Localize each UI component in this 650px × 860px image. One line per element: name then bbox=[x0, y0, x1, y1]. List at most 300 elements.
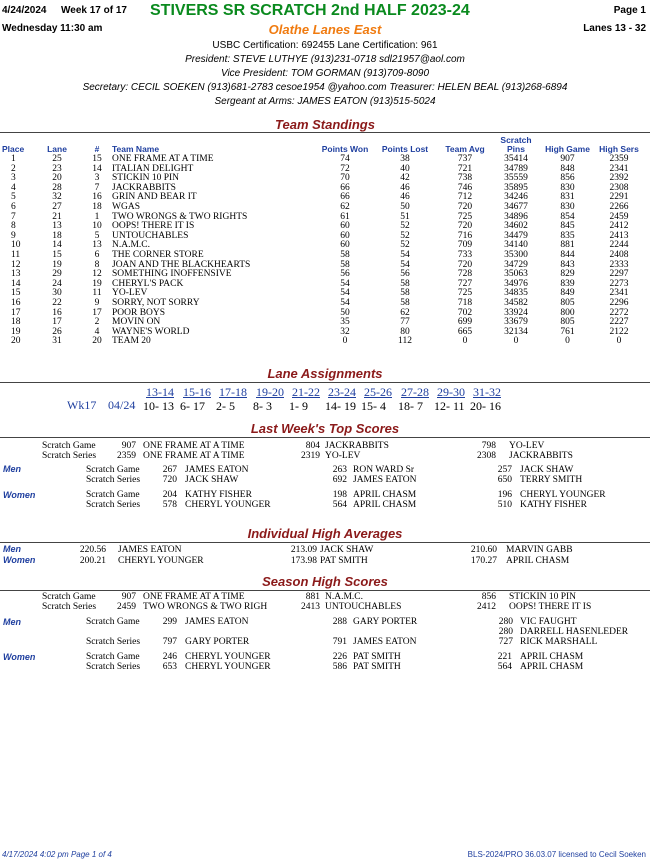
col-high-game: High Game bbox=[545, 144, 590, 154]
bowler-name: JACK SHAW bbox=[320, 545, 374, 555]
lane-pair-link[interactable]: 15-16 bbox=[183, 385, 211, 399]
score-label: Scratch Game bbox=[86, 490, 140, 500]
table-cell: 848 bbox=[560, 163, 575, 174]
table-cell: 829 bbox=[560, 269, 575, 280]
table-cell: 0 bbox=[616, 336, 622, 347]
table-cell: 9 bbox=[11, 230, 16, 241]
table-cell: 19 bbox=[52, 259, 62, 270]
table-cell: 22 bbox=[52, 297, 62, 308]
table-cell: 62 bbox=[400, 307, 410, 318]
table-cell: 2341 bbox=[609, 288, 629, 299]
table-cell: 54 bbox=[340, 288, 350, 299]
table-cell: 34896 bbox=[504, 211, 528, 222]
lane-pair-link[interactable]: 17-18 bbox=[219, 385, 247, 399]
table-cell: 50 bbox=[400, 201, 410, 212]
table-cell: 6 bbox=[11, 201, 16, 212]
secretary-treasurer-line: Secretary: CECIL SOEKEN (913)681-2783 cesoe1954 @yahoo.com Treasurer: HELEN BEAL (913)268-6894 bbox=[82, 82, 568, 93]
table-cell: 7 bbox=[11, 211, 16, 222]
table-cell: 725 bbox=[457, 288, 473, 299]
table-cell: 56 bbox=[340, 269, 350, 280]
table-cell: 35300 bbox=[504, 249, 528, 260]
lane-pair-link[interactable]: 31-32 bbox=[473, 385, 501, 399]
table-cell: 10 bbox=[11, 240, 21, 251]
lanes-range: Lanes 13 - 32 bbox=[583, 23, 646, 34]
lane-pair-link[interactable]: 21-22 bbox=[292, 385, 320, 399]
table-cell: YO-LEV bbox=[112, 288, 148, 299]
table-cell: 34479 bbox=[504, 230, 528, 241]
table-cell: 46 bbox=[400, 182, 410, 193]
score-value: 280 bbox=[498, 627, 513, 637]
score-value: 798 bbox=[481, 441, 496, 451]
table-cell: 843 bbox=[560, 259, 575, 270]
table-cell: 14 bbox=[92, 163, 102, 174]
table-cell: 32134 bbox=[504, 326, 528, 337]
divider bbox=[0, 542, 650, 543]
score-value: 586 bbox=[332, 662, 347, 672]
table-cell: 27 bbox=[52, 201, 62, 212]
bowler-name: CHERYL YOUNGER bbox=[185, 500, 271, 510]
table-cell: 60 bbox=[340, 230, 350, 241]
table-cell: 6 bbox=[94, 249, 100, 260]
col-team-avg: Team Avg bbox=[445, 144, 485, 154]
table-cell: OOPS! THERE IT IS bbox=[112, 221, 195, 232]
table-cell: 16 bbox=[92, 192, 102, 203]
table-cell: JOAN AND THE BLACKHEARTS bbox=[112, 259, 251, 270]
women-label: Women bbox=[3, 652, 36, 662]
table-cell: CHERYL'S PACK bbox=[112, 278, 184, 289]
table-cell: 58 bbox=[400, 297, 410, 308]
table-cell: 1 bbox=[11, 154, 16, 164]
table-cell: 830 bbox=[560, 182, 575, 193]
table-cell: 54 bbox=[400, 259, 410, 270]
table-cell: 66 bbox=[340, 182, 350, 193]
table-cell: STICKIN 10 PIN bbox=[112, 173, 180, 184]
table-cell: 761 bbox=[560, 326, 575, 337]
table-cell: 720 bbox=[457, 259, 473, 270]
table-cell: 61 bbox=[340, 211, 350, 222]
standings-header-row bbox=[2, 136, 644, 155]
score-value: 881 bbox=[305, 592, 320, 602]
table-row bbox=[2, 337, 644, 347]
table-cell: 3 bbox=[11, 173, 16, 184]
table-cell: 10 bbox=[92, 221, 102, 232]
table-cell: ITALIAN DELIGHT bbox=[112, 163, 194, 174]
week-date: 04/24 bbox=[108, 398, 136, 412]
page-number: Page 1 bbox=[613, 5, 646, 16]
table-cell: 17 bbox=[11, 307, 21, 318]
table-cell: 15 bbox=[11, 288, 21, 299]
table-cell: 23 bbox=[52, 163, 62, 174]
table-cell: 2244 bbox=[609, 240, 629, 251]
standings-table bbox=[2, 136, 644, 347]
table-cell: MOVIN ON bbox=[112, 317, 161, 328]
table-cell: 60 bbox=[340, 221, 350, 232]
table-cell: 907 bbox=[560, 154, 575, 164]
table-cell: 2413 bbox=[609, 230, 629, 241]
table-cell: 60 bbox=[340, 240, 350, 251]
score-value: 650 bbox=[497, 475, 512, 485]
lane-matchup: 10- 13 bbox=[143, 399, 174, 413]
table-cell: TEAM 20 bbox=[112, 336, 151, 347]
score-value: 2319 bbox=[301, 451, 320, 461]
bowler-name: GARY PORTER bbox=[185, 637, 250, 647]
bowler-name: OOPS! THERE IT IS bbox=[509, 602, 592, 612]
score-value: 2412 bbox=[477, 602, 496, 612]
col-high-series: High Sers bbox=[599, 144, 639, 154]
table-cell: 3 bbox=[94, 173, 100, 184]
table-cell: 21 bbox=[52, 211, 62, 222]
table-cell: 34835 bbox=[504, 288, 528, 299]
table-cell: 845 bbox=[560, 221, 575, 232]
bowler-name: MARVIN GABB bbox=[506, 545, 573, 555]
table-cell: 32 bbox=[340, 326, 350, 337]
table-cell: 54 bbox=[340, 278, 350, 289]
table-cell: 30 bbox=[52, 288, 62, 299]
col-team-name: Team Name bbox=[112, 144, 160, 154]
lane-pair-link[interactable]: 13-14 bbox=[146, 385, 174, 399]
table-cell: 2227 bbox=[609, 317, 629, 328]
table-cell: 2296 bbox=[609, 297, 629, 308]
table-cell: POOR BOYS bbox=[112, 307, 166, 318]
table-cell: 42 bbox=[400, 173, 410, 184]
table-cell: 2333 bbox=[609, 259, 629, 270]
week-indicator: Week 17 of 17 bbox=[61, 5, 127, 16]
score-value: 2359 bbox=[117, 451, 136, 461]
bowler-name: RICK MARSHALL bbox=[520, 637, 598, 647]
table-cell: 830 bbox=[560, 201, 575, 212]
score-value: 299 bbox=[162, 617, 177, 627]
table-cell: 2266 bbox=[609, 201, 629, 212]
bowler-name: PAT SMITH bbox=[353, 662, 401, 672]
table-cell: 40 bbox=[400, 163, 410, 174]
table-cell: 56 bbox=[400, 269, 410, 280]
table-cell: 34729 bbox=[504, 259, 528, 270]
table-cell: 11 bbox=[92, 288, 102, 299]
col-points-won: Points Won bbox=[321, 144, 369, 154]
lane-matchup: 2- 5 bbox=[216, 399, 235, 413]
bowler-name: JAMES EATON bbox=[185, 465, 249, 475]
col-number: # bbox=[94, 144, 100, 154]
lane-pair-link[interactable]: 29-30 bbox=[437, 385, 465, 399]
women-label: Women bbox=[3, 490, 36, 500]
table-cell: 2 bbox=[94, 317, 100, 328]
table-cell: 16 bbox=[52, 307, 62, 318]
table-cell: JACKRABBITS bbox=[112, 182, 176, 193]
bowler-name: JAMES EATON bbox=[118, 545, 182, 555]
table-cell: 33679 bbox=[504, 317, 528, 328]
table-cell: WAYNE'S WORLD bbox=[112, 326, 190, 337]
last-week-title: Last Week's Top Scores bbox=[250, 421, 400, 436]
table-cell: 720 bbox=[457, 221, 473, 232]
table-cell: 805 bbox=[560, 297, 575, 308]
table-cell: 80 bbox=[400, 326, 410, 337]
table-cell: 58 bbox=[400, 278, 410, 289]
table-cell: 52 bbox=[400, 230, 410, 241]
bowler-name: ONE FRAME AT A TIME bbox=[143, 441, 245, 451]
men-label: Men bbox=[3, 617, 21, 627]
table-cell: 19 bbox=[92, 278, 102, 289]
bowler-name: TERRY SMITH bbox=[520, 475, 583, 485]
table-cell: 2341 bbox=[609, 163, 629, 174]
table-cell: 25 bbox=[52, 154, 62, 164]
table-cell: 12 bbox=[92, 269, 102, 280]
bowler-name: CHERYL YOUNGER bbox=[185, 652, 271, 662]
table-cell: 74 bbox=[340, 154, 350, 164]
table-cell: 35063 bbox=[504, 269, 528, 280]
average-value: 173.98 bbox=[290, 556, 317, 566]
score-value: 720 bbox=[162, 475, 177, 485]
score-value: 564 bbox=[332, 500, 347, 510]
table-cell: 112 bbox=[398, 336, 412, 347]
day-time: Wednesday 11:30 am bbox=[2, 23, 103, 34]
table-cell: 52 bbox=[400, 240, 410, 251]
table-cell: SORRY, NOT SORRY bbox=[112, 297, 200, 308]
table-cell: 35 bbox=[340, 317, 350, 328]
table-cell: 721 bbox=[457, 163, 473, 174]
bowler-name: APRIL CHASM bbox=[520, 662, 584, 672]
table-cell: 34976 bbox=[504, 278, 528, 289]
table-cell: 20 bbox=[52, 173, 62, 184]
bowler-name: KATHY FISHER bbox=[185, 490, 252, 500]
table-cell: 2392 bbox=[609, 173, 629, 184]
vice-president-line: Vice President: TOM GORMAN (913)709-8090 bbox=[220, 68, 430, 79]
table-cell: 5 bbox=[94, 230, 100, 241]
table-cell: 844 bbox=[560, 249, 575, 260]
average-value: 200.21 bbox=[79, 556, 106, 566]
score-label: Scratch Game bbox=[42, 592, 96, 602]
col-place: Place bbox=[2, 144, 25, 154]
table-cell: 24 bbox=[52, 278, 62, 289]
table-cell: ONE FRAME AT A TIME bbox=[112, 154, 214, 164]
bowler-name: ONE FRAME AT A TIME bbox=[143, 451, 245, 461]
bowler-name: TWO WRONGS & TWO RIGH bbox=[143, 602, 268, 612]
table-cell: 725 bbox=[457, 211, 473, 222]
bowler-name: APRIL CHASM bbox=[506, 556, 570, 566]
table-cell: TWO WRONGS & TWO RIGHTS bbox=[112, 211, 248, 222]
table-cell: 2359 bbox=[609, 154, 629, 164]
sergeant-line: Sergeant at Arms: JAMES EATON (913)515-5024 bbox=[214, 96, 436, 107]
bowler-name: RON WARD Sr bbox=[353, 465, 415, 475]
lane-pair-link[interactable]: 23-24 bbox=[328, 385, 356, 399]
lane-matchup: 15- 4 bbox=[361, 399, 386, 413]
bowler-name: CHERYL YOUNGER bbox=[520, 490, 606, 500]
table-cell: 839 bbox=[560, 278, 575, 289]
table-cell: 15 bbox=[92, 154, 102, 164]
table-cell: 18 bbox=[92, 201, 102, 212]
lane-matchup: 8- 3 bbox=[253, 399, 272, 413]
score-label: Scratch Series bbox=[42, 602, 97, 612]
score-value: 226 bbox=[332, 652, 347, 662]
table-cell: 50 bbox=[340, 307, 350, 318]
score-label: Scratch Game bbox=[86, 465, 140, 475]
bowling-center: Olathe Lanes East bbox=[268, 22, 382, 37]
table-cell: 2273 bbox=[609, 278, 629, 289]
score-label: Scratch Series bbox=[42, 451, 97, 461]
table-cell: 13 bbox=[11, 269, 21, 280]
table-cell: 54 bbox=[340, 297, 350, 308]
table-cell: 72 bbox=[340, 163, 350, 174]
table-cell: 800 bbox=[560, 307, 575, 318]
divider bbox=[0, 382, 650, 383]
score-value: 797 bbox=[162, 637, 177, 647]
bowler-name: JACKRABBITS bbox=[509, 451, 573, 461]
score-label: Scratch Series bbox=[86, 637, 141, 647]
table-cell: 70 bbox=[340, 173, 350, 184]
table-cell: 854 bbox=[560, 211, 575, 222]
bowler-name: JACKRABBITS bbox=[325, 441, 389, 451]
table-cell: 15 bbox=[52, 249, 62, 260]
bowler-name: CHERYL YOUNGER bbox=[118, 556, 204, 566]
men-label: Men bbox=[3, 464, 21, 474]
bowler-name: DARRELL HASENLEDER bbox=[520, 627, 629, 637]
table-cell: 14 bbox=[11, 278, 21, 289]
bowler-name: JACK SHAW bbox=[520, 465, 574, 475]
certification-line: USBC Certification: 692455 Lane Certification: 961 bbox=[212, 40, 438, 51]
score-label: Scratch Game bbox=[86, 617, 140, 627]
score-value: 204 bbox=[162, 490, 177, 500]
table-cell: 13 bbox=[52, 221, 62, 232]
table-cell: 702 bbox=[457, 307, 473, 318]
table-cell: 2272 bbox=[609, 307, 629, 318]
table-cell: 738 bbox=[457, 173, 473, 184]
score-value: 198 bbox=[332, 490, 347, 500]
table-cell: 28 bbox=[52, 182, 62, 193]
footer-print-info: 4/17/2024 4:02 pm Page 1 of 4 bbox=[2, 850, 112, 859]
table-cell: 17 bbox=[52, 317, 62, 328]
table-cell: 728 bbox=[457, 269, 473, 280]
lane-matchup: 14- 19 bbox=[325, 399, 356, 413]
score-value: 856 bbox=[481, 592, 496, 602]
table-cell: 733 bbox=[457, 249, 473, 260]
bowler-name: N.A.M.C. bbox=[325, 592, 364, 602]
president-line: President: STEVE LUTHYE (913)231-0718 sdl21957@aol.com bbox=[185, 54, 465, 65]
score-value: 2413 bbox=[301, 602, 320, 612]
score-value: 653 bbox=[162, 662, 177, 672]
table-cell: 52 bbox=[400, 221, 410, 232]
score-label: Scratch Series bbox=[86, 475, 141, 485]
bowler-name: JAMES EATON bbox=[353, 637, 417, 647]
bowler-name: ONE FRAME AT A TIME bbox=[143, 592, 245, 602]
bowler-name: GARY PORTER bbox=[353, 617, 418, 627]
table-cell: 77 bbox=[400, 317, 410, 328]
bowler-name: PAT SMITH bbox=[320, 556, 368, 566]
bowler-name: APRIL CHASM bbox=[353, 500, 417, 510]
lane-matchup: 1- 9 bbox=[289, 399, 308, 413]
score-value: 564 bbox=[497, 662, 512, 672]
score-value: 907 bbox=[121, 592, 136, 602]
lane-pair-link[interactable]: 27-28 bbox=[401, 385, 429, 399]
table-cell: 34140 bbox=[504, 240, 528, 251]
bowler-name: UNTOUCHABLES bbox=[325, 602, 402, 612]
col-lane: Lane bbox=[47, 144, 67, 154]
table-cell: 4 bbox=[11, 182, 16, 193]
women-label: Women bbox=[3, 555, 36, 565]
lane-pair-link[interactable]: 19-20 bbox=[256, 385, 284, 399]
table-cell: 18 bbox=[11, 317, 21, 328]
bowler-name: KATHY FISHER bbox=[520, 500, 587, 510]
lane-matchup: 18- 7 bbox=[398, 399, 423, 413]
table-cell: 11 bbox=[11, 249, 21, 260]
table-cell: 712 bbox=[457, 192, 473, 203]
score-value: 2459 bbox=[117, 602, 136, 612]
table-cell: 62 bbox=[340, 201, 350, 212]
table-cell: 51 bbox=[400, 211, 410, 222]
table-cell: 9 bbox=[94, 297, 100, 308]
table-cell: 718 bbox=[457, 297, 473, 308]
score-value: 263 bbox=[332, 465, 347, 475]
table-cell: 38 bbox=[400, 154, 410, 164]
table-cell: 0 bbox=[342, 336, 348, 347]
table-cell: GRIN AND BEAR IT bbox=[112, 192, 197, 203]
high-averages-title: Individual High Averages bbox=[247, 526, 403, 541]
table-cell: 34677 bbox=[504, 201, 528, 212]
average-value: 220.56 bbox=[79, 545, 106, 555]
table-cell: 805 bbox=[560, 317, 575, 328]
table-cell: 58 bbox=[340, 259, 350, 270]
score-label: Scratch Series bbox=[86, 500, 141, 510]
lane-matchup: 6- 17 bbox=[180, 399, 205, 413]
table-cell: 856 bbox=[560, 173, 575, 184]
divider bbox=[0, 132, 650, 133]
table-cell: 2297 bbox=[609, 269, 629, 280]
bowler-name: JAMES EATON bbox=[185, 617, 249, 627]
table-cell: 835 bbox=[560, 230, 575, 241]
table-cell: 58 bbox=[340, 249, 350, 260]
table-cell: 0 bbox=[513, 336, 519, 347]
table-cell: 746 bbox=[457, 182, 473, 193]
table-cell: 699 bbox=[457, 317, 473, 328]
table-cell: 19 bbox=[11, 326, 21, 337]
table-cell: 2122 bbox=[609, 326, 629, 337]
average-value: 213.09 bbox=[290, 545, 317, 555]
table-cell: 2308 bbox=[609, 182, 629, 193]
team-standings-title: Team Standings bbox=[275, 117, 375, 132]
col-points-lost: Points Lost bbox=[381, 144, 429, 154]
table-cell: 58 bbox=[400, 288, 410, 299]
week-label: Wk17 bbox=[67, 398, 97, 412]
table-cell: 720 bbox=[457, 201, 473, 212]
table-cell: 34582 bbox=[504, 297, 528, 308]
table-cell: 26 bbox=[52, 326, 62, 337]
table-cell: 0 bbox=[565, 336, 570, 347]
score-value: 221 bbox=[497, 652, 512, 662]
col-scratch-pins: Scratch Pins bbox=[500, 135, 532, 154]
table-cell: 17 bbox=[92, 307, 102, 318]
score-label: Scratch Game bbox=[86, 652, 140, 662]
table-cell: 54 bbox=[400, 249, 410, 260]
table-cell: UNTOUCHABLES bbox=[112, 230, 189, 241]
lane-matchup: 20- 16 bbox=[470, 399, 501, 413]
table-cell: 4 bbox=[94, 326, 100, 337]
bowler-name: YO-LEV bbox=[509, 441, 545, 451]
report-date: 4/24/2024 bbox=[2, 5, 47, 16]
table-cell: 2291 bbox=[609, 192, 629, 203]
table-cell: 737 bbox=[457, 154, 473, 164]
average-value: 210.60 bbox=[470, 545, 497, 555]
table-cell: 831 bbox=[560, 192, 575, 203]
bowler-name: STICKIN 10 PIN bbox=[509, 592, 577, 602]
table-cell: 709 bbox=[457, 240, 473, 251]
lane-pair-link[interactable]: 25-26 bbox=[364, 385, 392, 399]
table-cell: 20 bbox=[92, 336, 102, 347]
table-cell: 29 bbox=[52, 269, 62, 280]
table-cell: 20 bbox=[11, 336, 21, 347]
table-cell: 14 bbox=[52, 240, 62, 251]
score-value: 791 bbox=[332, 637, 347, 647]
bowler-name: VIC FAUGHT bbox=[520, 617, 577, 627]
table-cell: 849 bbox=[560, 288, 575, 299]
lane-matchup: 12- 11 bbox=[434, 399, 465, 413]
